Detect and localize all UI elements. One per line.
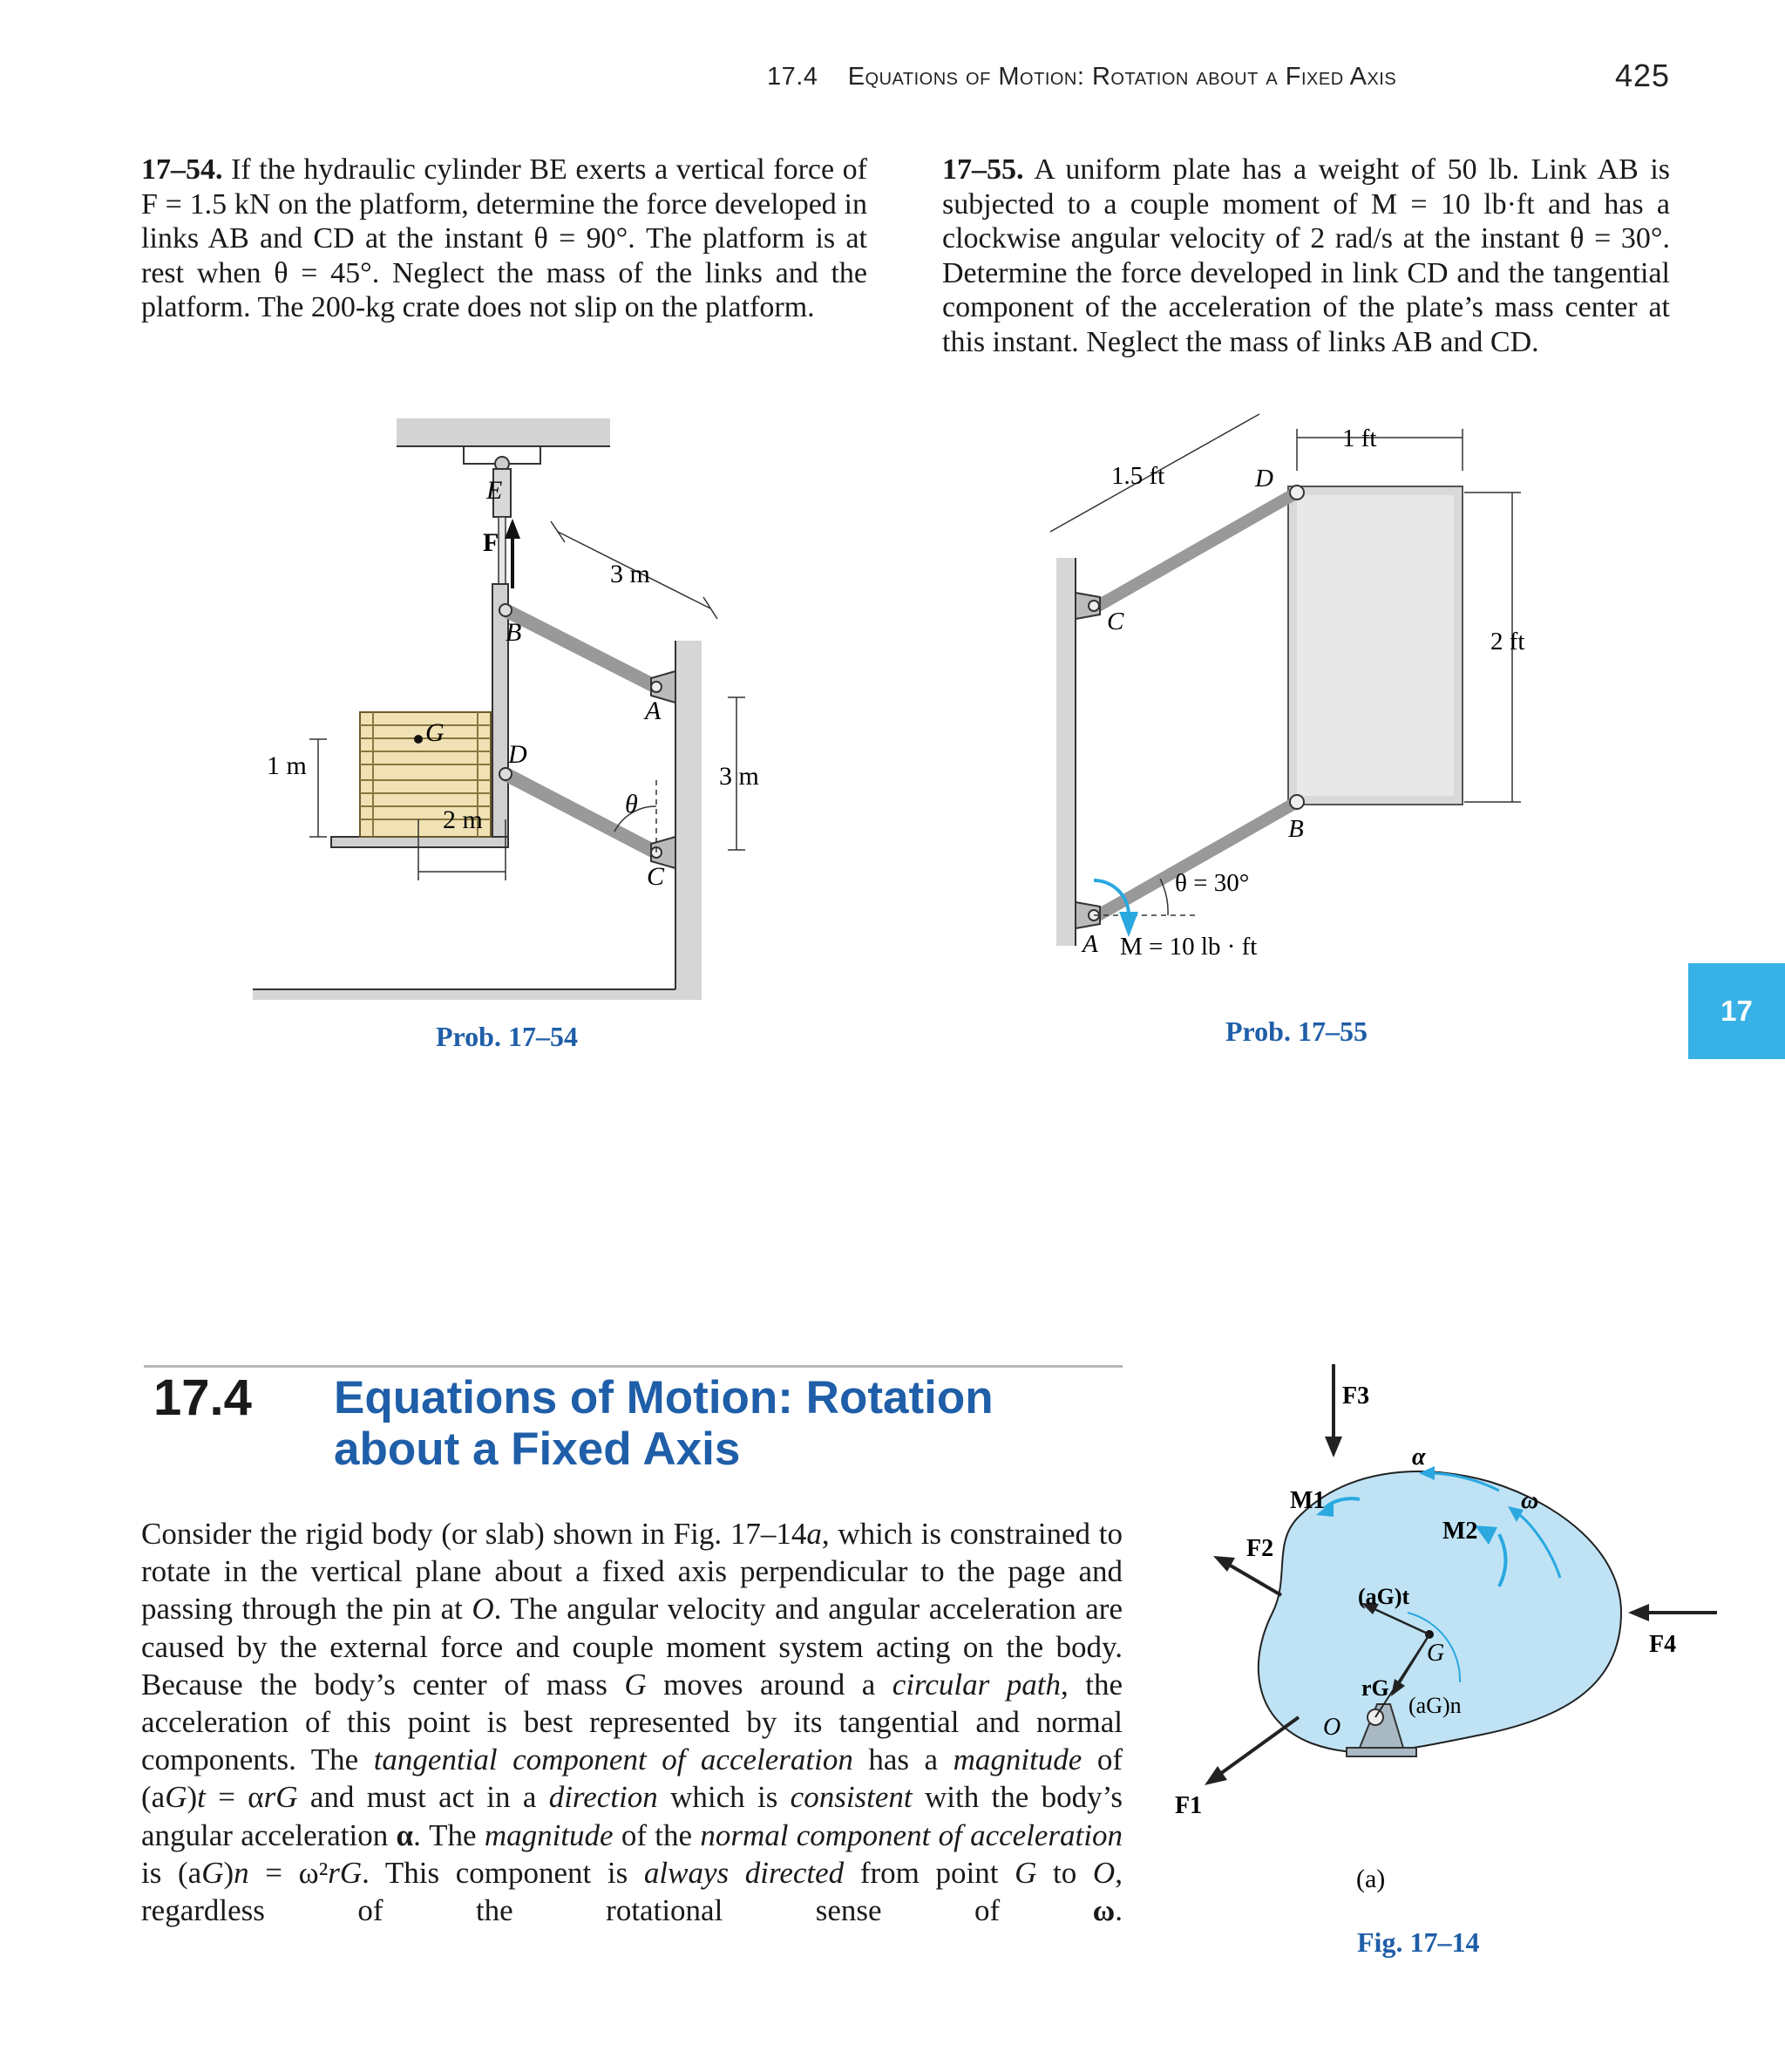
- figure-prob-17-54: [244, 410, 759, 1002]
- section-title: [334, 1372, 1118, 1475]
- problem-number: 17–54.: [141, 153, 223, 186]
- section-number: 17.4: [153, 1369, 252, 1426]
- caption-prob-17-54: Prob. 17–54: [436, 1021, 578, 1052]
- caption-fig-17-14: Fig. 17–14: [1357, 1926, 1480, 1958]
- problem-17-54: [141, 153, 867, 325]
- problem-17-55: [942, 153, 1670, 359]
- body-segment: which is: [657, 1780, 791, 1815]
- body-segment: . The angular velocity and angular acceleration are caused by the external force and couple moment system acting on the body. Because the body’s center of mass: [141, 1592, 1123, 1702]
- body-segment: G: [165, 1780, 187, 1815]
- body-segment: of the: [613, 1817, 701, 1852]
- body-segment: of (a: [141, 1743, 1123, 1815]
- body-segment: Consider the rigid body (or slab) shown in Fig. 17–14: [141, 1517, 807, 1551]
- wall: [1056, 558, 1076, 946]
- body-segment: always directed: [643, 1855, 845, 1890]
- chapter-tab[interactable]: 17: [1688, 963, 1785, 1059]
- running-header-title: Equations of Motion: Rotation about a Fixed Axis: [847, 63, 1397, 91]
- body-segment: n: [234, 1855, 249, 1890]
- body-segment: G: [275, 1780, 298, 1815]
- label-f: F: [483, 528, 499, 557]
- label-1-5ft: 1.5 ft: [1111, 462, 1165, 490]
- label-part-a: (a): [1356, 1865, 1386, 1893]
- body-segment: O: [472, 1592, 494, 1627]
- figure-prob-17-55: [1046, 418, 1569, 994]
- label-g: G: [1427, 1640, 1445, 1667]
- label-c: C: [1107, 608, 1124, 635]
- body-segment: G: [339, 1855, 363, 1890]
- body-segment: ): [223, 1855, 234, 1890]
- label-3m-link: 3 m: [610, 560, 650, 588]
- body-segment: is (a: [141, 1855, 202, 1890]
- label-a: A: [1083, 930, 1098, 958]
- label-b: B: [506, 618, 522, 647]
- label-3m-wall: 3 m: [719, 762, 759, 791]
- label-d: D: [1255, 465, 1273, 493]
- label-m2: M2: [1442, 1518, 1478, 1545]
- body-segment: normal component of acceleration: [700, 1817, 1123, 1852]
- page-number: 425: [1615, 58, 1671, 93]
- caption-prob-17-55: Prob. 17–55: [1225, 1016, 1368, 1047]
- mass-center-dot: [414, 735, 423, 744]
- body-segment: . The: [413, 1817, 485, 1852]
- label-c: C: [647, 862, 665, 891]
- link-ab: [1098, 802, 1297, 915]
- body-segment: , the acceleration of this point is best represented by its tangential and normal components. The: [141, 1667, 1123, 1777]
- problem-text: If the hydraulic cylinder BE exerts a vertical force of F = 1.5 kN on the platform, determine the force developed in links AB and CD at the instant θ = 90°. The platform is at rest when θ = 45°. Neglect the mass of the links and the platform. The 200-kg crate does not slip on the platform.: [141, 153, 868, 323]
- label-g: G: [425, 718, 445, 747]
- body-segment: . This component is: [362, 1855, 644, 1890]
- body-segment: , which is constrained to rotate in the vertical plane about a fixed axis perpendicular to the page and passing through the pin at: [141, 1517, 1123, 1627]
- body-segment: α: [396, 1817, 414, 1852]
- body-segment: = α: [205, 1780, 264, 1815]
- label-2ft: 2 ft: [1490, 628, 1525, 656]
- floor: [253, 989, 702, 1000]
- link-cd: [1098, 493, 1297, 606]
- body-segment: to: [1036, 1855, 1093, 1890]
- body-segment: ): [187, 1780, 198, 1815]
- label-agt: (aG)t: [1358, 1584, 1410, 1609]
- body-segment: circular path: [892, 1667, 1061, 1702]
- body-segment: moves around a: [646, 1667, 892, 1702]
- section-title-line-1: Equations of Motion: Rotation: [334, 1372, 994, 1423]
- link-ab: [506, 610, 656, 687]
- section-rule: [144, 1365, 1123, 1368]
- label-moment: M = 10 lb · ft: [1120, 933, 1258, 961]
- platform-horizontal: [331, 837, 508, 847]
- figure-17-14: [1150, 1351, 1708, 1961]
- body-segment: tangential component of acceleration: [373, 1743, 853, 1777]
- label-f3: F3: [1342, 1382, 1370, 1410]
- label-b: B: [1288, 815, 1304, 843]
- body-segment: ω: [1092, 1893, 1116, 1928]
- problem-text: A uniform plate has a weight of 50 lb. Link AB is subjected to a couple moment of M = 10 lb·ft and has a clockwise angular velocity of 2 rad/s at the instant θ = 30°. Determine the force developed in link CD and the tangential component of the acceleration of the plate’s mass center at this instant. Neglect the mass of links AB and CD.: [942, 153, 1671, 358]
- label-alpha: α: [1412, 1444, 1426, 1471]
- label-theta: θ: [625, 790, 638, 819]
- running-header-number: 17.4: [767, 63, 818, 91]
- label-d: D: [508, 740, 527, 769]
- force-f2-arrow: [1229, 1565, 1281, 1595]
- body-segment: G: [201, 1855, 224, 1890]
- wall: [675, 641, 702, 989]
- problem-number: 17–55.: [942, 153, 1024, 186]
- body-segment: G: [1015, 1855, 1037, 1890]
- force-f1-arrow: [1220, 1717, 1299, 1774]
- label-f2: F2: [1246, 1535, 1274, 1562]
- body-segment: has a: [852, 1743, 954, 1777]
- body-segment: t: [197, 1780, 206, 1815]
- label-rg: rG: [1361, 1675, 1389, 1701]
- body-segment: , regardless of the rotational sense of: [141, 1855, 1123, 1928]
- body-segment: = ω²: [248, 1855, 329, 1890]
- body-segment: with the body’s angular acceleration: [141, 1780, 1123, 1852]
- body-segment: from point: [844, 1855, 1015, 1890]
- label-a: A: [645, 696, 662, 725]
- label-2m: 2 m: [443, 805, 483, 834]
- running-header: [767, 63, 1396, 92]
- ceiling: [397, 418, 610, 446]
- body-segment: consistent: [790, 1780, 913, 1815]
- label-agn: (aG)n: [1408, 1693, 1462, 1718]
- body-segment: O: [1092, 1855, 1116, 1890]
- label-m1: M1: [1290, 1487, 1326, 1514]
- section-body-text: [141, 1515, 1123, 1929]
- body-segment: G: [624, 1667, 647, 1702]
- body-segment: magnitude: [953, 1743, 1083, 1777]
- label-1m: 1 m: [267, 751, 307, 780]
- body-segment: and must act in a: [297, 1780, 549, 1815]
- body-segment: r: [263, 1780, 276, 1815]
- body-segment: a: [806, 1517, 822, 1551]
- label-1ft: 1 ft: [1342, 425, 1377, 452]
- body-segment: r: [328, 1855, 340, 1890]
- section-title-line-2: about a Fixed Axis: [334, 1423, 741, 1475]
- body-segment: .: [1115, 1893, 1123, 1928]
- body-segment: direction: [548, 1780, 658, 1815]
- label-f4: F4: [1649, 1631, 1677, 1658]
- body-segment: magnitude: [484, 1817, 614, 1852]
- label-omega: ω: [1521, 1487, 1539, 1514]
- label-o: O: [1323, 1714, 1341, 1741]
- label-e: E: [486, 476, 503, 505]
- label-f1: F1: [1175, 1792, 1203, 1819]
- label-theta: θ = 30°: [1175, 869, 1250, 897]
